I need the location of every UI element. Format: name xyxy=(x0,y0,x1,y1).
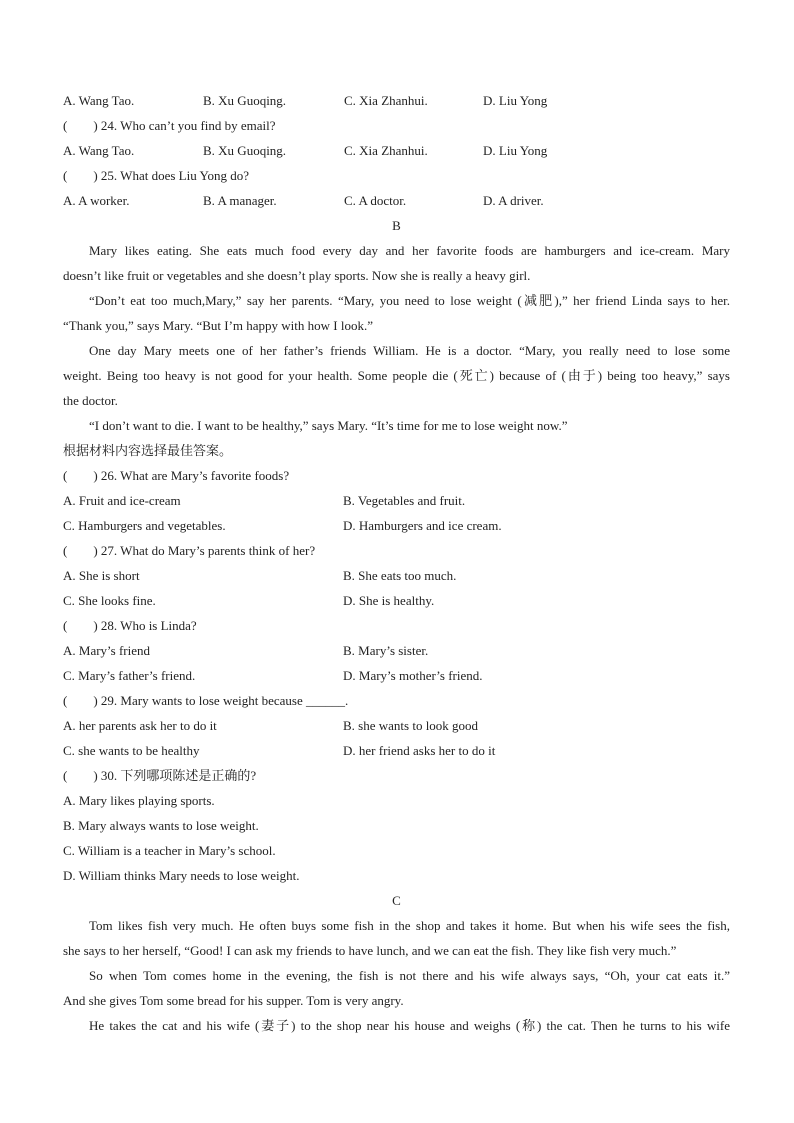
passage-line: the doctor. xyxy=(63,393,118,408)
option-a: A. Wang Tao. xyxy=(63,143,135,158)
option-d: D. She is healthy. xyxy=(343,593,435,608)
option-c: C. She looks fine. xyxy=(63,593,156,608)
option-c: C. A doctor. xyxy=(344,193,407,208)
passage-line: He takes the cat and his wife (妻子) to the shop near his house and weighs (称) the cat. Then he turns to his wife xyxy=(89,1018,730,1033)
option-b: B. Mary’s sister. xyxy=(343,643,429,658)
q29-options-row2 xyxy=(63,738,730,763)
passage-b-paragraph xyxy=(63,288,730,338)
q27-options-row2 xyxy=(63,588,730,613)
instruction-b: 根据材料内容选择最佳答案。 xyxy=(63,443,233,458)
option-b: B. she wants to look good xyxy=(343,718,479,733)
question-25: ( ) 25. What does Liu Yong do? xyxy=(63,168,250,183)
q26-options-row1 xyxy=(63,488,730,513)
question-28: ( ) 28. Who is Linda? xyxy=(63,618,197,633)
option-b: B. Mary always wants to lose weight. xyxy=(63,818,259,833)
question-26: ( ) 26. What are Mary’s favorite foods? xyxy=(63,468,290,483)
passage-line: So when Tom comes home in the evening, the fish is not there and his wife always says, “Oh, your cat eats it.” xyxy=(89,968,730,983)
question-29: ( ) 29. Mary wants to lose weight because ______. xyxy=(63,693,349,708)
q24-options xyxy=(63,138,730,163)
passage-line: “I don’t want to die. I want to be healthy,” says Mary. “It’s time for me to lose weight now.” xyxy=(89,418,568,433)
passage-line: And she gives Tom some bread for his supper. Tom is very angry. xyxy=(63,993,404,1008)
passage-b-paragraph xyxy=(63,338,730,413)
q23-options xyxy=(63,88,730,113)
question-27: ( ) 27. What do Mary’s parents think of her? xyxy=(63,543,316,558)
q28-options-row2 xyxy=(63,663,730,688)
option-d: D. her friend asks her to do it xyxy=(343,743,496,758)
option-a: A. her parents ask her to do it xyxy=(63,718,217,733)
option-d: D. Hamburgers and ice cream. xyxy=(343,518,502,533)
passage-line: One day Mary meets one of her father’s friends William. He is a doctor. “Mary, you really need to lose some xyxy=(89,343,730,358)
passage-line: she says to her herself, “Good! I can ask my friends to have lunch, and we can eat the fish. They like fish very much.” xyxy=(63,943,677,958)
option-d: D. Liu Yong xyxy=(483,143,548,158)
option-c: C. she wants to be healthy xyxy=(63,743,200,758)
option-b: B. A manager. xyxy=(203,193,277,208)
passage-line: weight. Being too heavy is not good for your health. Some people die (死亡) because of (由于) being too heavy,” says xyxy=(63,368,730,383)
passage-line: Mary likes eating. She eats much food every day and her favorite foods are hamburgers and ice-cream. Mary xyxy=(89,243,730,258)
q28-options-row1 xyxy=(63,638,730,663)
option-d: D. Mary’s mother’s friend. xyxy=(343,668,483,683)
option-b: B. Xu Guoqing. xyxy=(203,93,287,108)
q27-options-row1 xyxy=(63,563,730,588)
passage-b-paragraph xyxy=(63,238,730,288)
q26-options-row2 xyxy=(63,513,730,538)
section-b-heading: B xyxy=(392,218,401,233)
passage-c-paragraph xyxy=(63,913,730,963)
option-c: C. Xia Zhanhui. xyxy=(344,93,428,108)
option-a: A. She is short xyxy=(63,568,140,583)
option-c: C. William is a teacher in Mary’s school. xyxy=(63,843,276,858)
option-a: A. Mary likes playing sports. xyxy=(63,793,215,808)
worksheet-page xyxy=(63,88,730,1038)
passage-line: doesn’t like fruit or vegetables and she doesn’t play sports. Now she is really a heavy girl. xyxy=(63,268,531,283)
passage-line: Tom likes fish very much. He often buys some fish in the shop and takes it home. But when his wife sees the fish, xyxy=(89,918,730,933)
option-a: A. Fruit and ice-cream xyxy=(63,493,181,508)
option-c: C. Mary’s father’s friend. xyxy=(63,668,196,683)
option-a: A. Mary’s friend xyxy=(63,643,151,658)
option-a: A. A worker. xyxy=(63,193,130,208)
q25-options xyxy=(63,188,730,213)
option-b: B. Vegetables and fruit. xyxy=(343,493,466,508)
option-c: C. Xia Zhanhui. xyxy=(344,143,428,158)
option-d: D. A driver. xyxy=(483,193,544,208)
passage-line: “Don’t eat too much,Mary,” say her parents. “Mary, you need to lose weight (减肥),” her friend Linda says to her. xyxy=(89,293,730,308)
passage-c-paragraph xyxy=(63,963,730,1013)
section-c-heading: C xyxy=(392,893,401,908)
question-30: ( ) 30. 下列哪项陈述是正确的? xyxy=(63,768,257,783)
option-d: D. Liu Yong xyxy=(483,93,548,108)
option-b: B. She eats too much. xyxy=(343,568,457,583)
option-b: B. Xu Guoqing. xyxy=(203,143,287,158)
option-c: C. Hamburgers and vegetables. xyxy=(63,518,226,533)
passage-c-paragraph xyxy=(63,1013,730,1038)
option-d: D. William thinks Mary needs to lose weight. xyxy=(63,868,300,883)
passage-line: “Thank you,” says Mary. “But I’m happy with how I look.” xyxy=(63,318,374,333)
passage-b-paragraph xyxy=(63,413,730,438)
question-24: ( ) 24. Who can’t you find by email? xyxy=(63,118,276,133)
option-a: A. Wang Tao. xyxy=(63,93,135,108)
q29-options-row1 xyxy=(63,713,730,738)
